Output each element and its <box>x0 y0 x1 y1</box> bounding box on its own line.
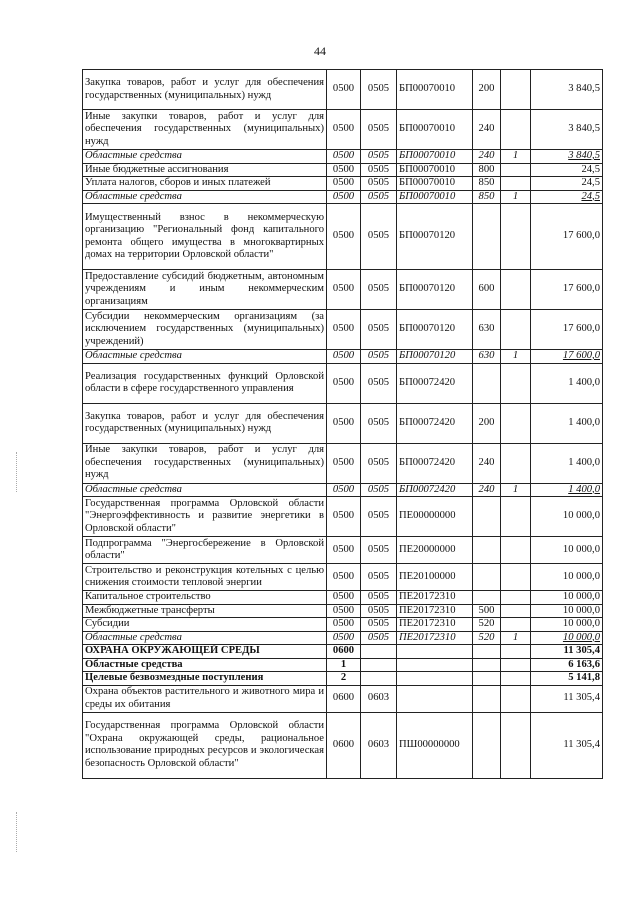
row-name: Реализация государственных функций Орловской области в сфере государственного управления <box>83 363 327 403</box>
row-csr: ПЕ20100000 <box>397 564 473 591</box>
scan-margin-mark <box>16 812 19 852</box>
row-source: 1 <box>501 350 531 364</box>
row-podrazdel: 0505 <box>361 150 397 164</box>
row-csr: БП00070120 <box>397 310 473 350</box>
row-name: Целевые безвозмездные поступления <box>83 672 327 686</box>
row-vr: 200 <box>473 403 501 443</box>
table-row <box>83 564 603 591</box>
row-vr: 520 <box>473 631 501 645</box>
scan-margin-mark <box>16 452 19 492</box>
row-podrazdel <box>361 658 397 672</box>
table-row <box>83 658 603 672</box>
table-row <box>83 537 603 564</box>
row-razdel: 1 <box>327 658 361 672</box>
row-name: Уплата налогов, сборов и иных платежей <box>83 177 327 191</box>
table-row <box>83 672 603 686</box>
row-source <box>501 70 531 110</box>
row-csr <box>397 685 473 712</box>
row-vr <box>473 564 501 591</box>
row-podrazdel: 0505 <box>361 190 397 204</box>
table-row <box>83 270 603 310</box>
row-csr: ПЕ00000000 <box>397 497 473 537</box>
row-podrazdel: 0505 <box>361 631 397 645</box>
row-podrazdel: 0505 <box>361 591 397 605</box>
table-row <box>83 204 603 270</box>
row-vr <box>473 363 501 403</box>
row-podrazdel: 0603 <box>361 712 397 778</box>
row-name: Иные закупки товаров, работ и услуг для обеспечения государственных (муниципальных) нужд <box>83 110 327 150</box>
row-vr: 600 <box>473 270 501 310</box>
row-name: Областные средства <box>83 190 327 204</box>
row-source <box>501 497 531 537</box>
table-row <box>83 712 603 778</box>
row-name: Субсидии некоммерческим организациям (за исключением государственных (муниципальных) учреждений) <box>83 310 327 350</box>
row-podrazdel: 0505 <box>361 163 397 177</box>
row-vr <box>473 685 501 712</box>
row-source: 1 <box>501 631 531 645</box>
row-name: Областные средства <box>83 483 327 497</box>
row-vr: 800 <box>473 163 501 177</box>
row-csr: БП00070120 <box>397 350 473 364</box>
row-razdel: 0600 <box>327 712 361 778</box>
row-sum: 10 000,0 <box>531 564 603 591</box>
row-podrazdel <box>361 672 397 686</box>
row-name: Охрана объектов растительного и животного мира и среды их обитания <box>83 685 327 712</box>
row-source <box>501 363 531 403</box>
row-name: Предоставление субсидий бюджетным, автономным учреждениям и иным некоммерческим организациям <box>83 270 327 310</box>
row-podrazdel: 0505 <box>361 403 397 443</box>
row-podrazdel: 0505 <box>361 618 397 632</box>
row-csr: БП00070010 <box>397 70 473 110</box>
row-sum: 10 000,0 <box>531 631 603 645</box>
row-sum: 3 840,5 <box>531 150 603 164</box>
row-sum: 11 305,4 <box>531 645 603 659</box>
row-sum: 17 600,0 <box>531 270 603 310</box>
row-csr: ПЕ20000000 <box>397 537 473 564</box>
row-razdel: 0600 <box>327 685 361 712</box>
row-sum: 3 840,5 <box>531 110 603 150</box>
row-vr: 240 <box>473 483 501 497</box>
row-name: Межбюджетные трансферты <box>83 604 327 618</box>
row-podrazdel: 0505 <box>361 537 397 564</box>
row-source <box>501 310 531 350</box>
row-podrazdel: 0505 <box>361 177 397 191</box>
row-csr: БП00072420 <box>397 403 473 443</box>
row-name: Субсидии <box>83 618 327 632</box>
row-sum: 17 600,0 <box>531 204 603 270</box>
row-name: Иные бюджетные ассигнования <box>83 163 327 177</box>
row-csr: ПЕ20172310 <box>397 604 473 618</box>
row-source <box>501 177 531 191</box>
row-csr: БП00070120 <box>397 204 473 270</box>
row-razdel: 0500 <box>327 270 361 310</box>
row-razdel: 0500 <box>327 497 361 537</box>
row-podrazdel: 0505 <box>361 310 397 350</box>
table-row <box>83 163 603 177</box>
row-vr <box>473 497 501 537</box>
row-razdel: 0500 <box>327 204 361 270</box>
row-source <box>501 712 531 778</box>
table-row <box>83 685 603 712</box>
row-podrazdel <box>361 645 397 659</box>
row-csr: ПЕ20172310 <box>397 618 473 632</box>
table-row <box>83 591 603 605</box>
row-name: Областные средства <box>83 658 327 672</box>
row-csr: БП00070010 <box>397 150 473 164</box>
row-source <box>501 658 531 672</box>
row-razdel: 0500 <box>327 483 361 497</box>
row-podrazdel: 0505 <box>361 443 397 483</box>
table-row <box>83 310 603 350</box>
row-podrazdel: 0505 <box>361 70 397 110</box>
row-sum: 10 000,0 <box>531 537 603 564</box>
row-vr: 850 <box>473 177 501 191</box>
table-row <box>83 190 603 204</box>
table-row <box>83 483 603 497</box>
row-csr <box>397 645 473 659</box>
row-vr <box>473 712 501 778</box>
row-sum: 1 400,0 <box>531 443 603 483</box>
table-row <box>83 150 603 164</box>
row-razdel: 0500 <box>327 604 361 618</box>
row-source <box>501 537 531 564</box>
row-csr: ПЕ20172310 <box>397 631 473 645</box>
row-csr: ПШ00000000 <box>397 712 473 778</box>
row-vr: 630 <box>473 310 501 350</box>
row-name: Строительство и реконструкция котельных с целью снижения стоимости тепловой энергии <box>83 564 327 591</box>
row-source: 1 <box>501 190 531 204</box>
row-csr: БП00070120 <box>397 270 473 310</box>
row-razdel: 0500 <box>327 403 361 443</box>
row-podrazdel: 0505 <box>361 110 397 150</box>
row-razdel: 0500 <box>327 190 361 204</box>
row-razdel: 0600 <box>327 645 361 659</box>
row-source <box>501 618 531 632</box>
row-name: Государственная программа Орловской области "Энергоэффективность и развитие энергетики в Орловской области" <box>83 497 327 537</box>
row-vr <box>473 645 501 659</box>
row-source <box>501 672 531 686</box>
row-sum: 1 400,0 <box>531 403 603 443</box>
row-csr: БП00070010 <box>397 163 473 177</box>
row-vr: 240 <box>473 110 501 150</box>
row-source <box>501 204 531 270</box>
row-razdel: 0500 <box>327 443 361 483</box>
row-vr: 850 <box>473 190 501 204</box>
table-row <box>83 363 603 403</box>
row-podrazdel: 0505 <box>361 604 397 618</box>
row-razdel: 0500 <box>327 631 361 645</box>
row-source <box>501 564 531 591</box>
row-podrazdel: 0505 <box>361 564 397 591</box>
row-csr: БП00072420 <box>397 443 473 483</box>
row-source <box>501 645 531 659</box>
row-razdel: 0500 <box>327 564 361 591</box>
row-sum: 11 305,4 <box>531 685 603 712</box>
row-sum: 11 305,4 <box>531 712 603 778</box>
row-podrazdel: 0505 <box>361 363 397 403</box>
row-name: Государственная программа Орловской области "Охрана окружающей среды, рациональное использование природных ресурсов и экологическая безопасность Орловской области" <box>83 712 327 778</box>
row-name: Иные закупки товаров, работ и услуг для обеспечения государственных (муниципальных) нужд <box>83 443 327 483</box>
row-name: Областные средства <box>83 631 327 645</box>
row-source <box>501 403 531 443</box>
row-sum: 24,5 <box>531 190 603 204</box>
row-podrazdel: 0505 <box>361 270 397 310</box>
row-sum: 17 600,0 <box>531 310 603 350</box>
budget-table <box>82 69 603 779</box>
row-source <box>501 591 531 605</box>
row-source: 1 <box>501 483 531 497</box>
row-razdel: 0500 <box>327 310 361 350</box>
row-vr <box>473 672 501 686</box>
row-podrazdel: 0505 <box>361 483 397 497</box>
table-row <box>83 631 603 645</box>
row-sum: 10 000,0 <box>531 591 603 605</box>
row-name: Закупка товаров, работ и услуг для обеспечения государственных (муниципальных) нужд <box>83 70 327 110</box>
row-name: Имущественный взнос в некоммерческую организацию "Региональный фонд капитального ремонта общего имущества в многоквартирных домах на территории Орловской области" <box>83 204 327 270</box>
row-sum: 6 163,6 <box>531 658 603 672</box>
row-razdel: 0500 <box>327 70 361 110</box>
row-sum: 10 000,0 <box>531 618 603 632</box>
row-razdel: 0500 <box>327 537 361 564</box>
row-name: Областные средства <box>83 150 327 164</box>
row-vr <box>473 537 501 564</box>
row-source <box>501 604 531 618</box>
row-csr <box>397 672 473 686</box>
table-row <box>83 645 603 659</box>
row-sum: 17 600,0 <box>531 350 603 364</box>
row-sum: 1 400,0 <box>531 363 603 403</box>
row-csr: БП00070010 <box>397 110 473 150</box>
row-razdel: 0500 <box>327 110 361 150</box>
table-row <box>83 70 603 110</box>
table-row <box>83 350 603 364</box>
table-row <box>83 443 603 483</box>
table-row <box>83 497 603 537</box>
row-razdel: 0500 <box>327 150 361 164</box>
table-row <box>83 604 603 618</box>
row-sum: 10 000,0 <box>531 604 603 618</box>
row-sum: 1 400,0 <box>531 483 603 497</box>
row-sum: 3 840,5 <box>531 70 603 110</box>
row-name: Подпрограмма "Энергосбережение в Орловской области" <box>83 537 327 564</box>
row-vr <box>473 204 501 270</box>
table-row <box>83 177 603 191</box>
row-vr: 200 <box>473 70 501 110</box>
row-source: 1 <box>501 150 531 164</box>
budget-table-body <box>83 70 603 779</box>
row-podrazdel: 0603 <box>361 685 397 712</box>
row-name: Областные средства <box>83 350 327 364</box>
row-vr: 240 <box>473 443 501 483</box>
row-csr: БП00072420 <box>397 483 473 497</box>
row-razdel: 0500 <box>327 363 361 403</box>
row-csr: БП00072420 <box>397 363 473 403</box>
row-razdel: 0500 <box>327 618 361 632</box>
row-csr: БП00070010 <box>397 190 473 204</box>
row-podrazdel: 0505 <box>361 204 397 270</box>
row-vr: 630 <box>473 350 501 364</box>
row-sum: 5 141,8 <box>531 672 603 686</box>
table-row <box>83 403 603 443</box>
row-csr <box>397 658 473 672</box>
page-number: 44 <box>314 44 326 58</box>
table-row <box>83 110 603 150</box>
row-vr: 520 <box>473 618 501 632</box>
row-source <box>501 110 531 150</box>
table-row <box>83 618 603 632</box>
row-name: ОХРАНА ОКРУЖАЮЩЕЙ СРЕДЫ <box>83 645 327 659</box>
row-csr: ПЕ20172310 <box>397 591 473 605</box>
row-razdel: 0500 <box>327 591 361 605</box>
row-podrazdel: 0505 <box>361 497 397 537</box>
row-razdel: 0500 <box>327 177 361 191</box>
row-source <box>501 443 531 483</box>
row-razdel: 0500 <box>327 350 361 364</box>
row-vr <box>473 591 501 605</box>
row-sum: 24,5 <box>531 163 603 177</box>
row-vr: 500 <box>473 604 501 618</box>
row-name: Капитальное строительство <box>83 591 327 605</box>
row-source <box>501 685 531 712</box>
row-source <box>501 270 531 310</box>
row-csr: БП00070010 <box>397 177 473 191</box>
row-podrazdel: 0505 <box>361 350 397 364</box>
row-vr <box>473 658 501 672</box>
row-name: Закупка товаров, работ и услуг для обеспечения государственных (муниципальных) нужд <box>83 403 327 443</box>
row-vr: 240 <box>473 150 501 164</box>
row-razdel: 2 <box>327 672 361 686</box>
row-source <box>501 163 531 177</box>
row-sum: 10 000,0 <box>531 497 603 537</box>
row-razdel: 0500 <box>327 163 361 177</box>
row-sum: 24,5 <box>531 177 603 191</box>
